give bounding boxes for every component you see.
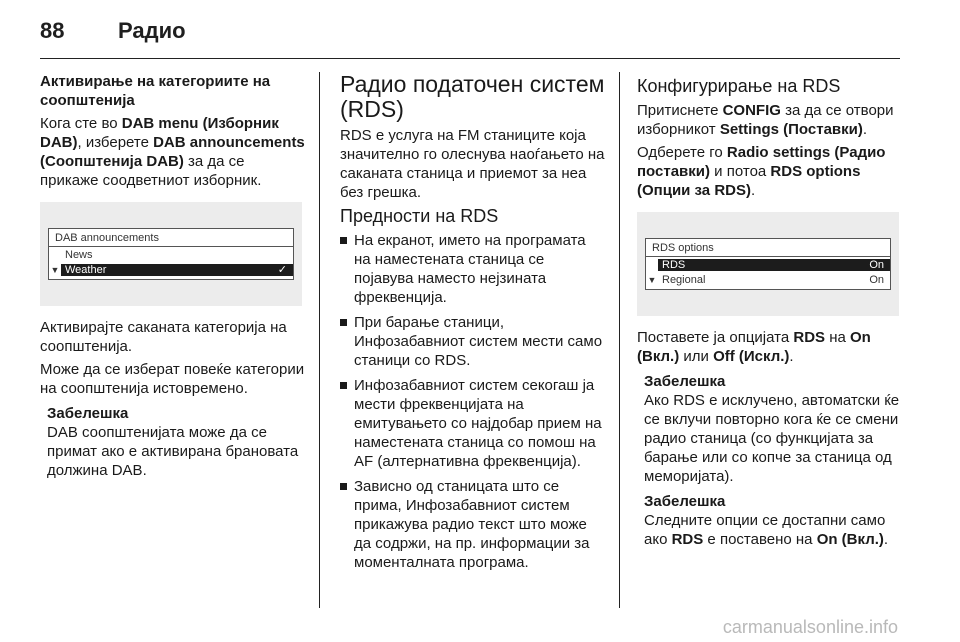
rds-intro: RDS е услуга на FM станиците која значително го олеснува наоѓањето на саканата станица и приемот за неа без грешка. [340, 127, 605, 201]
bullet-square-icon [340, 483, 347, 490]
right-note-2-text: Следните опции се достапни само ако RDS е поставено на On (Вкл.). [644, 512, 889, 548]
left-column [40, 72, 305, 480]
list-item: При барање станици, Инфозабавниот систем мести само станици со RDS. [340, 313, 606, 370]
bullet-square-icon [340, 319, 347, 326]
watermark: carmanualsonline.info [722, 617, 898, 637]
bullet-square-icon [340, 237, 347, 244]
rds-screen-title: RDS options [646, 242, 890, 257]
page-number: 88 [40, 18, 65, 43]
right-heading: Конфигурирање на RDS [637, 76, 841, 96]
right-paragraph-1: Притиснете CONFIG за да се отвори изборникот Settings (Поставки). [637, 102, 894, 138]
rds-benefits-list [340, 231, 606, 572]
column-divider-1 [319, 72, 320, 608]
right-note-1 [637, 372, 905, 486]
dab-row-news: News [65, 248, 93, 261]
section-title: Радио [118, 18, 186, 43]
bullet-square-icon [340, 382, 347, 389]
dab-lcd [48, 228, 294, 280]
checkmark-icon: ✓ [277, 263, 287, 276]
right-column [637, 72, 905, 549]
column-divider-2 [619, 72, 620, 608]
left-paragraph-1: Кога сте во DAB menu (Изборник DAB), изберете DAB announcements (Соопштенија DAB) за да се прикаже соодветниот изборник. [40, 115, 305, 189]
list-item: На екранот, името на програмата на наместената станица се појавува наместо нејзината фреквенција. [340, 231, 606, 307]
left-paragraph-2: Активирајте саканата категорија на соопштенија. [40, 319, 287, 355]
right-note-1-title: Забелешка [644, 373, 726, 390]
left-note-text: DAB соопштенијата може да се примат ако е активирана брановата должина DAB. [47, 424, 299, 479]
right-note-2 [637, 492, 905, 549]
rds-row-rds: RDS On [646, 257, 890, 272]
right-paragraph-3: Поставете ја опцијата RDS на On (Вкл.) или Off (Искл.). [637, 329, 871, 365]
list-item: Зависно од станицата што се прима, Инфозабавниот систем прикажува радио текст што може да содржи, на пр. информации за моменталната програма. [340, 477, 606, 572]
right-paragraph-2: Одберете го Radio settings (Радио поставки) и потоа RDS options (Опции за RDS). [637, 144, 886, 199]
header-rule [40, 58, 900, 59]
rds-row-regional: ▼ Regional On [647, 273, 884, 286]
chevron-down-icon: ▼ [647, 274, 657, 285]
list-item: Инфозабавниот систем секогаш ја мести фреквенцијата на емитувањето со најдобар прием на наместената станица со помош на AF (алтернативна фреквенција). [340, 376, 606, 471]
dab-row-weather: ▼ Weather ✓ [49, 262, 293, 277]
left-paragraph-3: Може да се изберат повеќе категории на соопштенија истовремено. [40, 361, 305, 397]
rds-title: Радио податочен систем (RDS) [340, 71, 605, 122]
right-note-2-title: Забелешка [644, 493, 726, 510]
middle-column [340, 72, 606, 578]
left-heading: Активирање на категориите на соопштенија [40, 73, 271, 109]
left-note-title: Забелешка [47, 405, 129, 422]
rds-lcd [645, 238, 891, 290]
dab-screen-image [40, 202, 302, 306]
dab-screen-title: DAB announcements [49, 232, 293, 247]
chevron-down-icon: ▼ [50, 264, 60, 275]
page-header [40, 18, 186, 44]
right-note-1-text: Ако RDS е исклучено, автоматски ќе се вклучи повторно кога ќе се смени радио станица (со функцијата за барање или со копче за станица од меморијата). [644, 392, 900, 485]
left-note [40, 404, 305, 480]
rds-screen-image [637, 212, 899, 316]
rds-subtitle: Предности на RDS [340, 206, 499, 226]
